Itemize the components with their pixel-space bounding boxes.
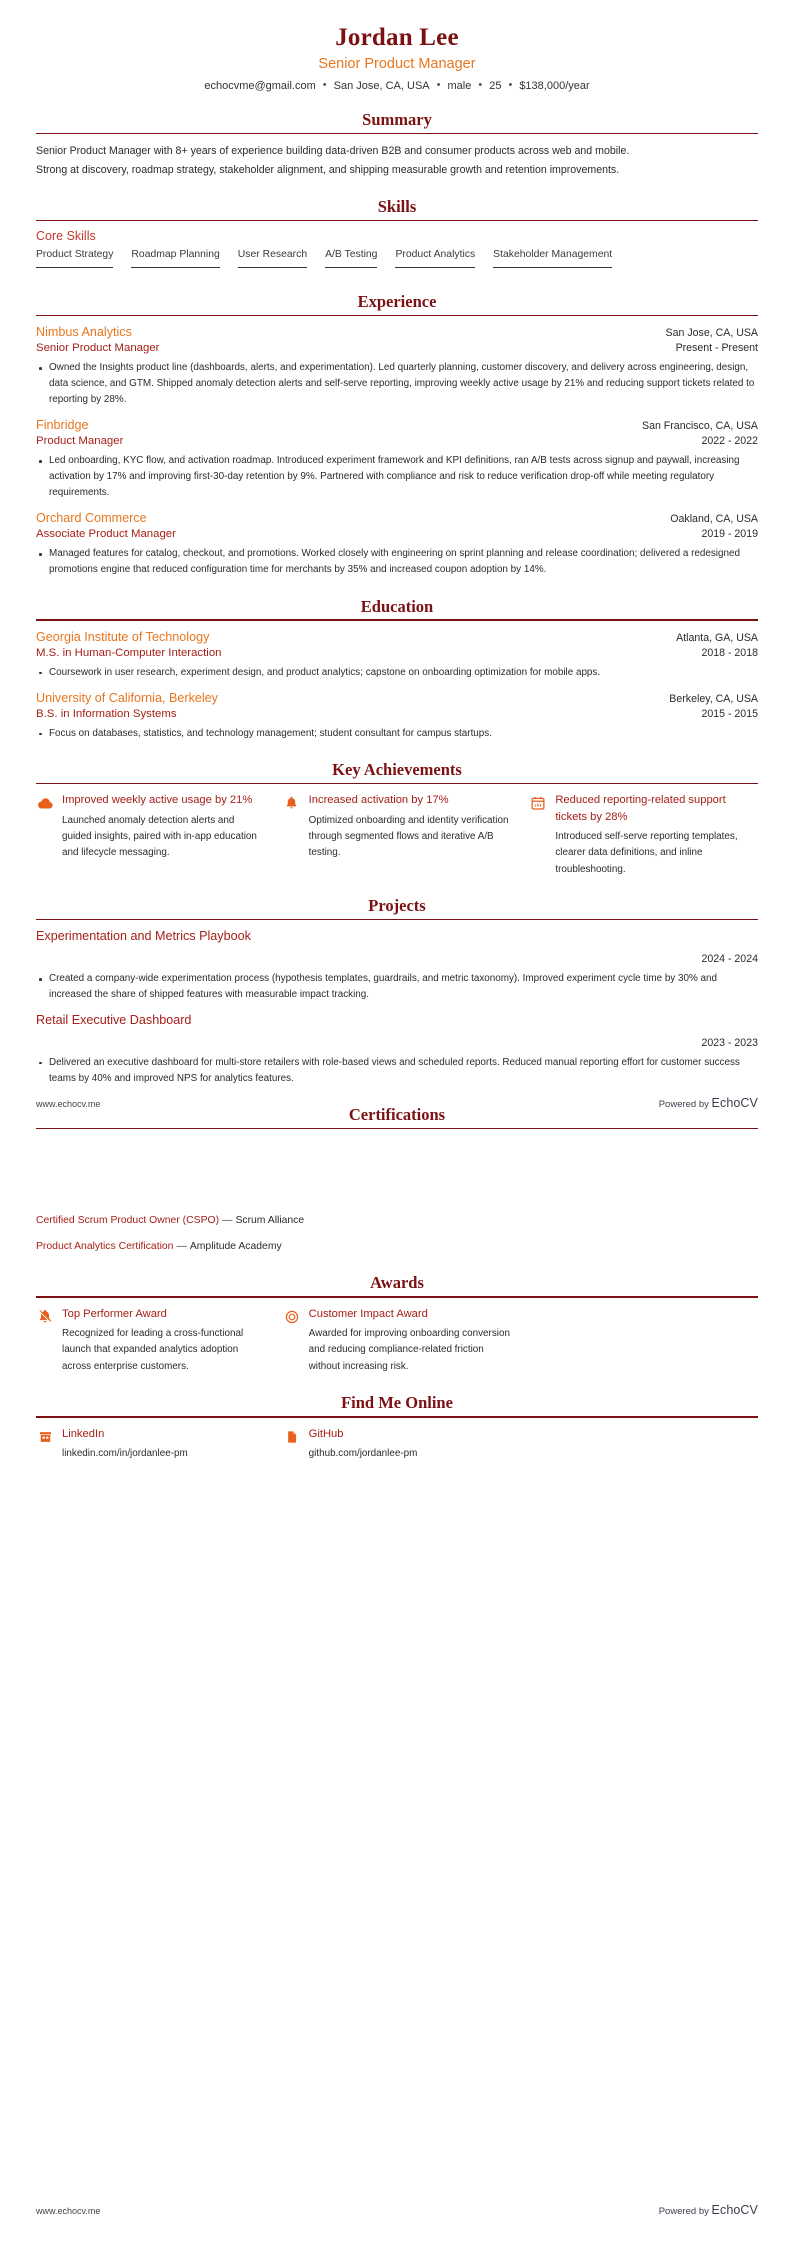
achievement-description: Optimized onboarding and identity verification through segmented flows and iterative A/B testing.: [308, 814, 509, 859]
resume-header: [36, 0, 758, 92]
section-divider: [36, 919, 758, 921]
page-break-gap: [36, 1137, 758, 1175]
bullet-item: Coursework in user research, experiment design, and product analytics; capstone on onboarding optimization for mobile apps.: [36, 665, 758, 681]
section-title-education: Education: [360, 596, 434, 616]
section-skills: [36, 197, 758, 274]
header-role: Senior Product Manager: [318, 56, 476, 73]
contact-item: $138,000/year: [519, 80, 590, 93]
contact-item[interactable]: echocvme@gmail.com: [204, 80, 316, 93]
entry-location: Atlanta, GA, USA: [676, 631, 758, 644]
entry-header: [36, 690, 758, 707]
section-title-experience: Experience: [357, 291, 437, 311]
award-body: [309, 1306, 512, 1376]
award-title: Top Performer Award: [62, 1307, 167, 1320]
experience-entry: [36, 324, 758, 408]
entry-dates: 2019 - 2019: [701, 528, 758, 541]
education-entry: [36, 690, 758, 742]
project-name: Retail Executive Dashboard: [36, 1013, 192, 1028]
online-profile-card[interactable]: [36, 1426, 265, 1462]
section-title-projects: Projects: [368, 896, 426, 916]
footer-url[interactable]: www.echocv.me: [36, 1099, 101, 1109]
section-key-achievements: [36, 760, 758, 878]
award-card: [283, 1306, 512, 1376]
section-title-key-achievements: Key Achievements: [332, 759, 462, 779]
certification-item: [36, 1239, 758, 1256]
footer-powered-by-label: Powered by: [658, 1099, 709, 1110]
achievement-card: [283, 792, 512, 878]
experience-list: [36, 324, 758, 578]
entry-role-title: B.S. in Information Systems: [36, 707, 177, 720]
entry-subheader: [36, 434, 758, 450]
education-list: [36, 629, 758, 742]
achievement-body: [555, 792, 758, 878]
award-list: [36, 1306, 758, 1376]
entry-organization: Orchard Commerce: [36, 511, 147, 526]
entry-role-title: M.S. in Human-Computer Interaction: [36, 646, 222, 659]
entry-header: [36, 629, 758, 646]
achievement-title: Increased activation by 17%: [308, 794, 449, 807]
skill-item: A/B Testing: [325, 248, 377, 268]
achievement-description: Introduced self-serve reporting templates, clearer data definitions, and inline troubleshooting.: [555, 830, 738, 875]
bell-icon: [283, 794, 301, 812]
entry-subheader: [36, 707, 758, 723]
section-certifications: [36, 1105, 758, 1256]
calendar-chart-icon: [529, 794, 547, 812]
certification-issuer: Amplitude Academy: [189, 1240, 282, 1252]
project-name: Experimentation and Metrics Playbook: [36, 929, 251, 944]
contact-line: [36, 80, 758, 92]
summary-line: Senior Product Manager with 8+ years of experience building data-driven B2B and consumer products across web and mobile.: [36, 145, 630, 158]
section-experience: [36, 292, 758, 579]
entry-dates: 2015 - 2015: [701, 707, 758, 720]
section-find-me-online: [36, 1393, 758, 1461]
entry-subheader: [36, 646, 758, 662]
skill-list: [36, 248, 758, 274]
cloud-icon: [36, 794, 54, 812]
achievement-list: [36, 792, 758, 878]
experience-entry: [36, 510, 758, 578]
certification-issuer: Scrum Alliance: [235, 1215, 305, 1227]
certification-name: Certified Scrum Product Owner (CSPO): [36, 1215, 220, 1227]
project-bullets: [36, 971, 758, 1003]
footer-brand: [659, 1096, 758, 1110]
footer-brand-name: EchoCV: [711, 1096, 758, 1110]
project-bullets: [36, 1055, 758, 1087]
section-projects: [36, 896, 758, 1087]
section-summary: [36, 110, 758, 179]
entry-location: Oakland, CA, USA: [670, 513, 758, 526]
bullet-item: Managed features for catalog, checkout, and promotions. Worked closely with engineering on sprint planning and release coordination; delivered a redesigned promotions engine that reduced configuration time for merchants by 35% and increased coupon adoption by 14%.: [36, 546, 758, 578]
store-icon: [36, 1428, 54, 1446]
skill-item: Stakeholder Management: [493, 248, 612, 268]
skill-item: Product Analytics: [395, 248, 475, 268]
contact-item: 25: [489, 80, 502, 93]
contact-separator: •: [478, 79, 483, 92]
achievement-description: Launched anomaly detection alerts and guided insights, paired with in-app education and lifecycle messaging.: [62, 814, 257, 859]
certification-dash: —: [222, 1215, 233, 1227]
entry-role-title: Product Manager: [36, 435, 124, 448]
section-divider: [36, 220, 758, 222]
award-card: [36, 1306, 265, 1376]
contact-item: male: [447, 80, 472, 93]
section-divider: [36, 1416, 758, 1418]
award-title: Customer Impact Award: [308, 1307, 428, 1320]
project-entry: [36, 1012, 758, 1087]
entry-subheader: [36, 341, 758, 357]
online-profile-body: [309, 1426, 512, 1462]
section-title-awards: Awards: [370, 1273, 424, 1293]
entry-header: [36, 324, 758, 341]
target-icon: [283, 1308, 301, 1326]
award-description: Recognized for leading a cross-functional launch that expanded analytics adoption across enterprise customers.: [62, 1328, 244, 1372]
page-title: Jordan Lee: [335, 24, 459, 51]
project-dates: 2024 - 2024: [701, 953, 758, 966]
entry-bullets: [36, 665, 758, 681]
section-divider: [36, 1296, 758, 1298]
project-dates: 2023 - 2023: [701, 1036, 758, 1049]
entry-bullets: [36, 453, 758, 501]
entry-organization: Finbridge: [36, 418, 89, 433]
bullet-item: Focus on databases, statistics, and technology management; student consultant for campus startups.: [36, 726, 758, 742]
entry-bullets: [36, 546, 758, 578]
project-entry: [36, 928, 758, 1003]
entry-header: [36, 417, 758, 434]
online-profile-label: GitHub: [308, 1427, 344, 1440]
certification-dash: —: [176, 1240, 187, 1252]
section-divider: [36, 619, 758, 621]
achievement-body: [309, 792, 512, 862]
bullet-item: Owned the Insights product line (dashboards, alerts, and experimentation). Led quarterly planning, customer discovery, and delivery across engineering, design, data science, and GTM. Shipped anomaly detection alerts and self-serve reporting, improving weekly active usage by 21% and reducing support tickets related to reporting by 28%.: [36, 360, 758, 408]
entry-subheader: [36, 527, 758, 543]
bullet-item: Led onboarding, KYC flow, and activation roadmap. Introduced experiment framework and KPI definitions, ran A/B tests across signup and paywall, increasing activation by 17% and improving first-30-day retention by 9%. Partnered with compliance and risk to reduce verification drop-off while meeting regulatory requirements.: [36, 453, 758, 501]
entry-role-title: Associate Product Manager: [36, 528, 176, 541]
contact-separator: •: [508, 79, 513, 92]
contact-separator: •: [322, 79, 327, 92]
online-profile-url[interactable]: linkedin.com/in/jordanlee-pm: [62, 1447, 188, 1459]
page-footer-1: [36, 1096, 758, 1110]
page-break-gap: [36, 1175, 758, 1213]
entry-bullets: [36, 360, 758, 408]
entry-dates: Present - Present: [675, 342, 758, 355]
entry-dates: 2018 - 2018: [701, 646, 758, 659]
education-entry: [36, 629, 758, 681]
footer-brand: [659, 2203, 758, 2217]
entry-bullets: [36, 726, 758, 742]
entry-dates: 2022 - 2022: [701, 435, 758, 448]
entry-organization: University of California, Berkeley: [36, 690, 218, 705]
award-description: Awarded for improving onboarding conversion and reducing compliance-related friction without increasing risk.: [308, 1328, 510, 1372]
skill-group-title: Core Skills: [36, 229, 96, 244]
skill-item: User Research: [238, 248, 307, 268]
online-profile-card[interactable]: [283, 1426, 512, 1462]
certification-name: Product Analytics Certification: [36, 1240, 174, 1252]
section-divider: [36, 1128, 758, 1130]
bullet-item: Created a company-wide experimentation process (hypothesis templates, guardrails, and metric taxonomy). Improved experiment cycle time by 30% and increased the share of shipped features with measurable impact tracking.: [36, 971, 758, 1003]
summary-line: Strong at discovery, roadmap strategy, stakeholder alignment, and shipping measurable growth and retention improvements.: [36, 163, 620, 176]
section-divider: [36, 133, 758, 135]
achievement-title: Reduced reporting-related support tickets by 28%: [555, 794, 726, 823]
entry-location: Berkeley, CA, USA: [669, 692, 758, 705]
online-profile-label: LinkedIn: [62, 1427, 105, 1440]
section-title-certifications: Certifications: [348, 1104, 446, 1124]
contact-separator: •: [436, 79, 441, 92]
bell-slash-icon: [36, 1308, 54, 1326]
footer-brand-name: EchoCV: [711, 2203, 758, 2217]
page-footer-2: [36, 2203, 758, 2217]
entry-header: [36, 510, 758, 527]
project-list: [36, 928, 758, 1086]
online-profile-url[interactable]: github.com/jordanlee-pm: [308, 1447, 418, 1459]
section-education: [36, 597, 758, 742]
skill-item: Product Strategy: [36, 248, 113, 268]
footer-url[interactable]: www.echocv.me: [36, 2206, 101, 2216]
section-divider: [36, 783, 758, 785]
award-body: [62, 1306, 265, 1376]
section-title-find-me-online: Find Me Online: [341, 1393, 453, 1413]
entry-role-title: Senior Product Manager: [36, 342, 160, 355]
entry-location: San Jose, CA, USA: [665, 327, 758, 340]
skill-item: Roadmap Planning: [131, 248, 219, 268]
footer-powered-by-label: Powered by: [658, 2206, 709, 2217]
bullet-item: Delivered an executive dashboard for multi-store retailers with role-based views and scheduled reports. Reduced manual reporting effort for customer success teams by 40% and improved NPS for analytics features.: [36, 1055, 758, 1087]
certification-item: [36, 1213, 758, 1230]
certification-list: [36, 1213, 758, 1255]
section-awards: [36, 1273, 758, 1375]
entry-organization: Georgia Institute of Technology: [36, 629, 210, 644]
file-icon: [283, 1428, 301, 1446]
online-profile-list: [36, 1426, 758, 1462]
entry-location: San Francisco, CA, USA: [642, 420, 758, 433]
section-divider: [36, 315, 758, 317]
contact-item: San Jose, CA, USA: [333, 80, 430, 93]
summary-body: [36, 142, 758, 178]
section-title-skills: Skills: [377, 196, 417, 216]
section-title-summary: Summary: [362, 110, 432, 130]
experience-entry: [36, 417, 758, 501]
achievement-card: [529, 792, 758, 878]
achievement-body: [62, 792, 265, 862]
achievement-card: [36, 792, 265, 878]
entry-organization: Nimbus Analytics: [36, 325, 132, 340]
achievement-title: Improved weekly active usage by 21%: [62, 794, 253, 807]
online-profile-body: [62, 1426, 265, 1462]
